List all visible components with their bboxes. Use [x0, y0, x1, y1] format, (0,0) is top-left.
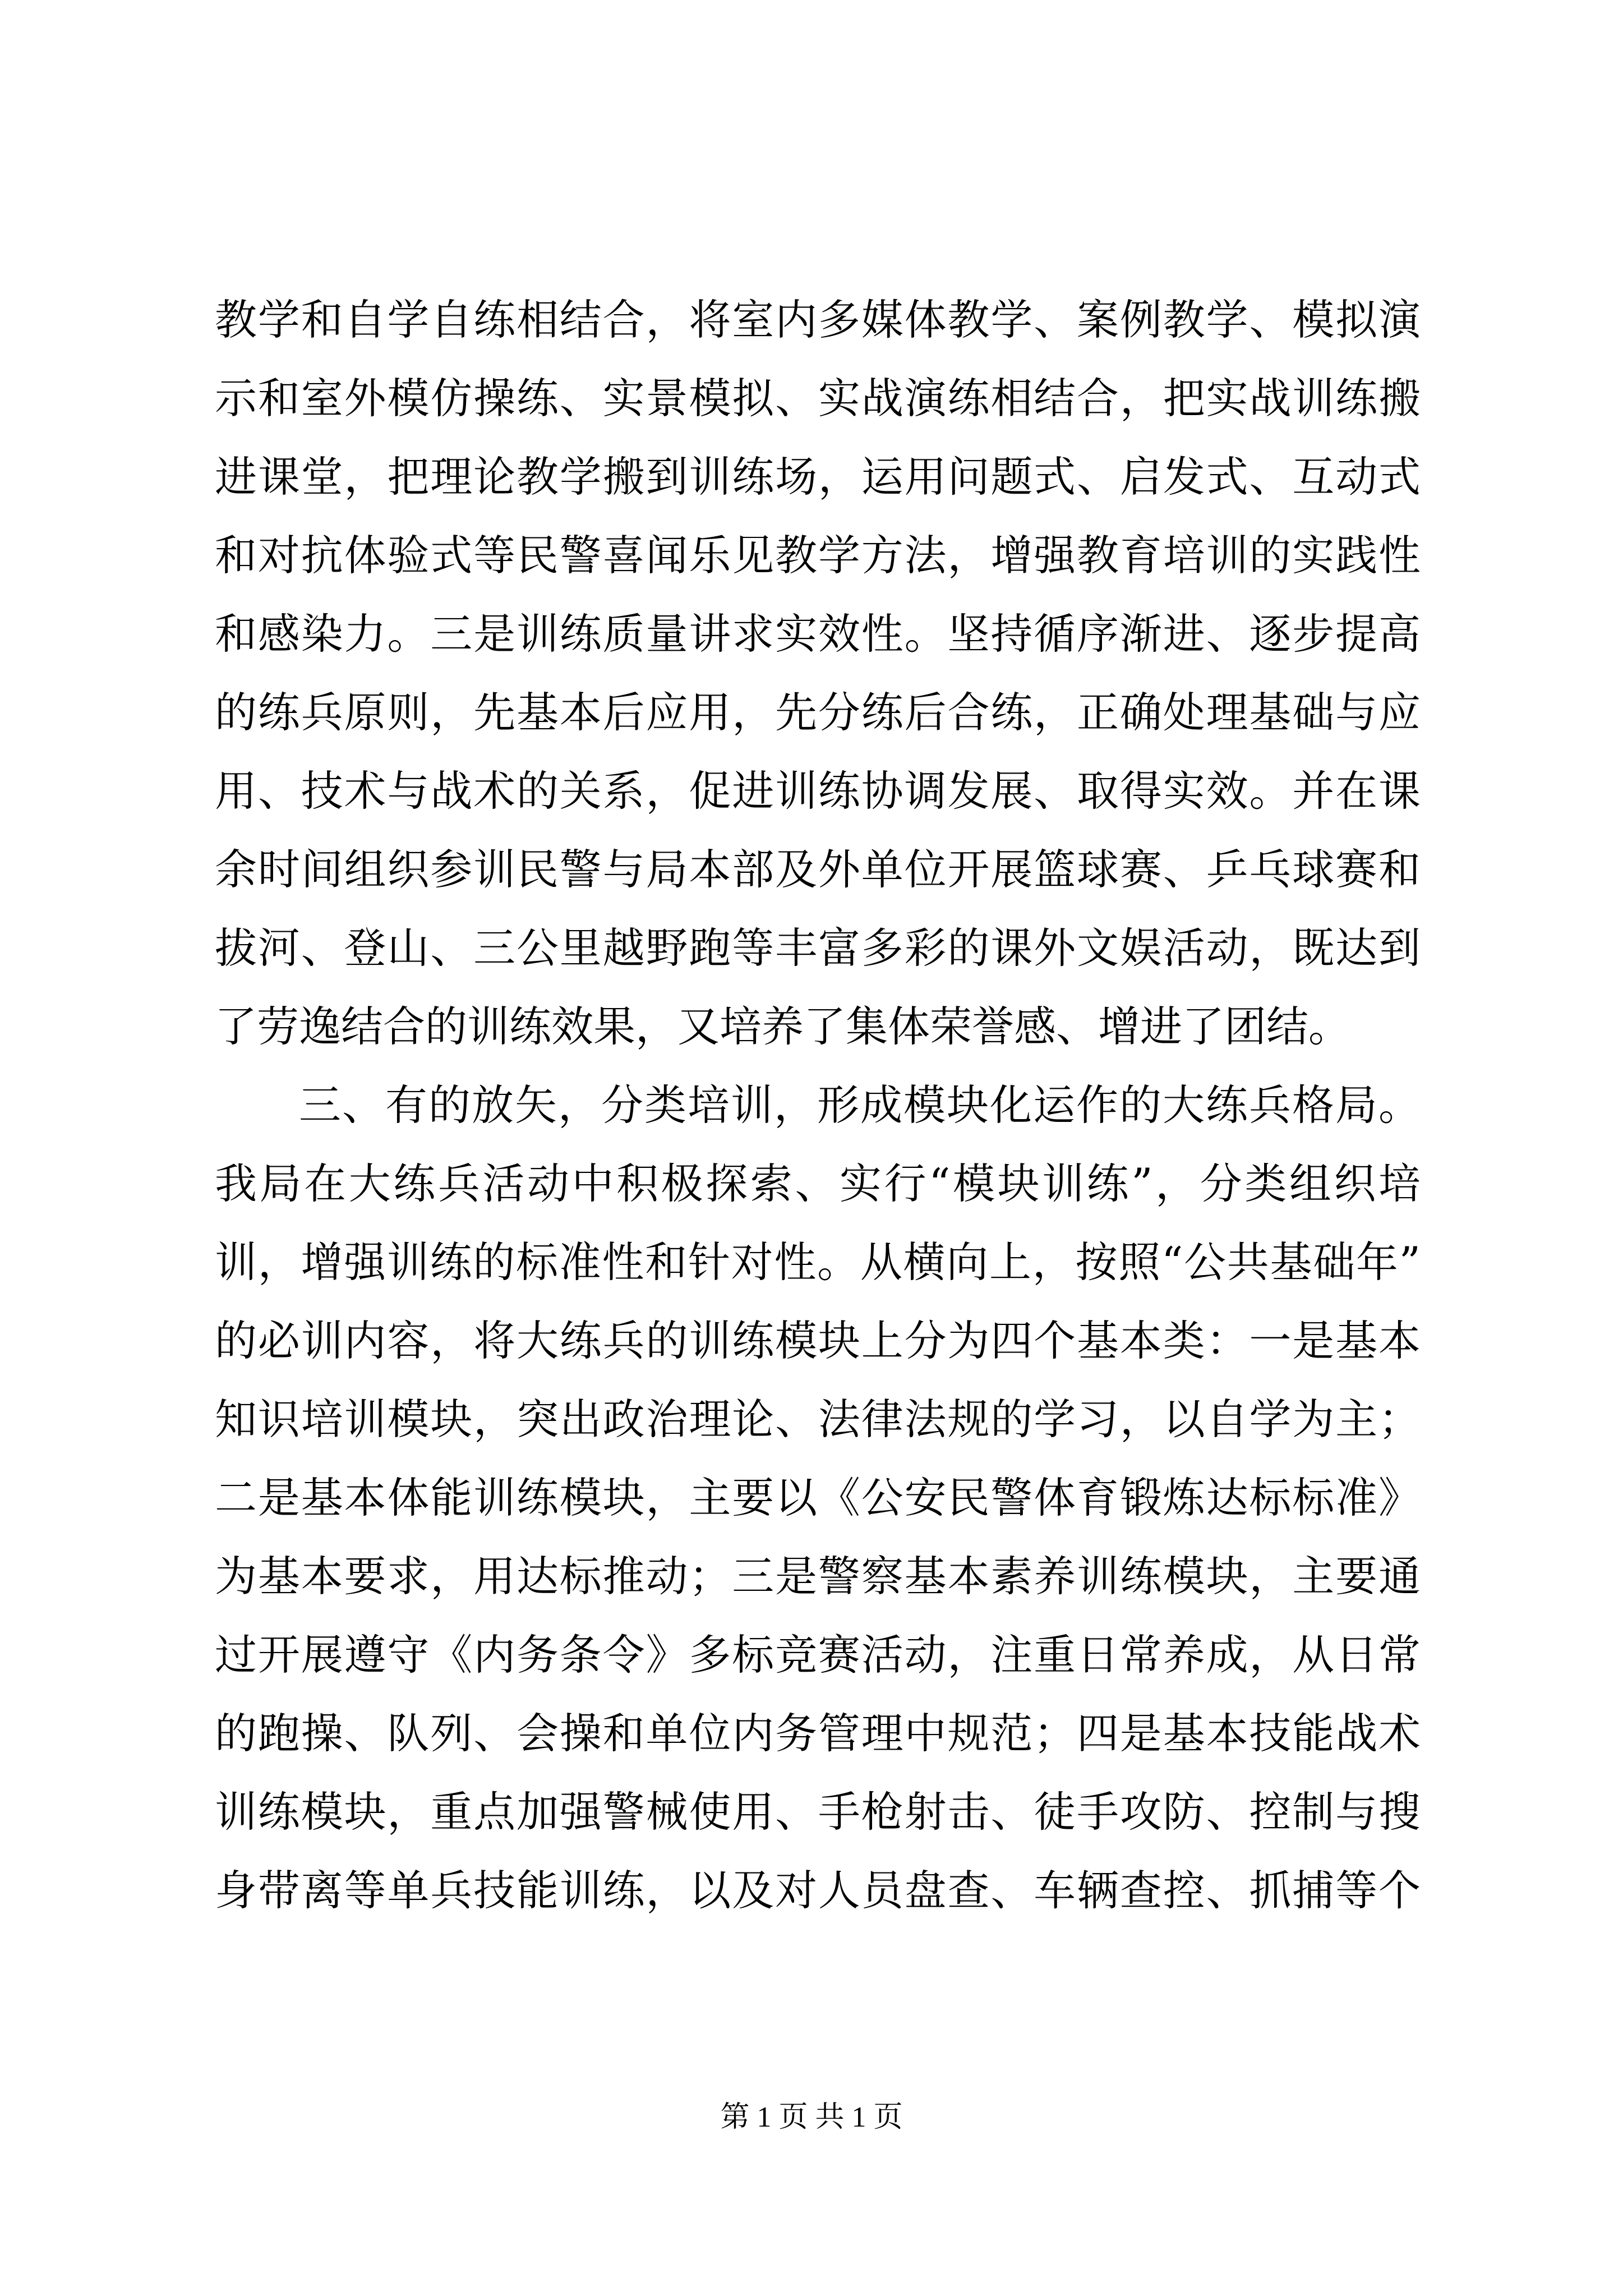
text-line: 了劳逸结合的训练效果，又培养了集体荣誉感、增进了团结。	[215, 1002, 1351, 1051]
text-line: 用、技术与战术的关系，促进训练协调发展、取得实效。并在课	[215, 766, 1421, 816]
text-line: 知识培训模块，突出政治理论、法律法规的学习，以自学为主；	[215, 1395, 1421, 1444]
text-line: 的必训内容，将大练兵的训练模块上分为四个基本类：一是基本	[215, 1316, 1421, 1365]
text-line: 身带离等单兵技能训练，以及对人员盘查、车辆查控、抓捕等个	[215, 1866, 1421, 1915]
text-line: 二是基本体能训练模块，主要以《公安民警体育锻炼达标标准》	[215, 1473, 1421, 1522]
section-heading-line: 三、有的放矢，分类培训，形成模块化运作的大练兵格局。	[299, 1080, 1421, 1130]
text-line: 过开展遵守《内务条令》多标竞赛活动，注重日常养成，从日常	[215, 1630, 1421, 1680]
text-line: 和对抗体验式等民警喜闻乐见教学方法，增强教育培训的实践性	[215, 531, 1421, 580]
text-line: 和感染力。三是训练质量讲求实效性。坚持循序渐进、逐步提高	[215, 609, 1421, 659]
text-line: 教学和自学自练相结合，将室内多媒体教学、案例教学、模拟演	[215, 295, 1421, 344]
text-line: 进课堂，把理论教学搬到训练场，运用问题式、启发式、互动式	[215, 452, 1421, 501]
text-line: 的跑操、队列、会操和单位内务管理中规范；四是基本技能战术	[215, 1709, 1421, 1758]
text-line: 训，增强训练的标准性和针对性。从横向上，按照“公共基础年”	[215, 1237, 1421, 1287]
text-line: 我局在大练兵活动中积极探索、实行“模块训练”，分类组织培	[215, 1159, 1421, 1208]
text-line: 示和室外模仿操练、实景模拟、实战演练相结合，把实战训练搬	[215, 374, 1421, 423]
text-line: 为基本要求，用达标推动；三是警察基本素养训练模块，主要通	[215, 1552, 1421, 1601]
text-line: 训练模块，重点加强警械使用、手枪射击、徒手攻防、控制与搜	[215, 1787, 1421, 1837]
text-line: 余时间组织参训民警与局本部及外单位开展篮球赛、乒乓球赛和	[215, 845, 1421, 894]
text-line: 的练兵原则，先基本后应用，先分练后合练，正确处理基础与应	[215, 688, 1421, 737]
page-footer	[0, 2098, 1623, 2137]
text-line: 拔河、登山、三公里越野跑等丰富多彩的课外文娱活动，既达到	[215, 923, 1421, 973]
body-text	[215, 280, 1421, 1930]
page-number: 第 1 页 共 1 页	[720, 2101, 903, 2133]
